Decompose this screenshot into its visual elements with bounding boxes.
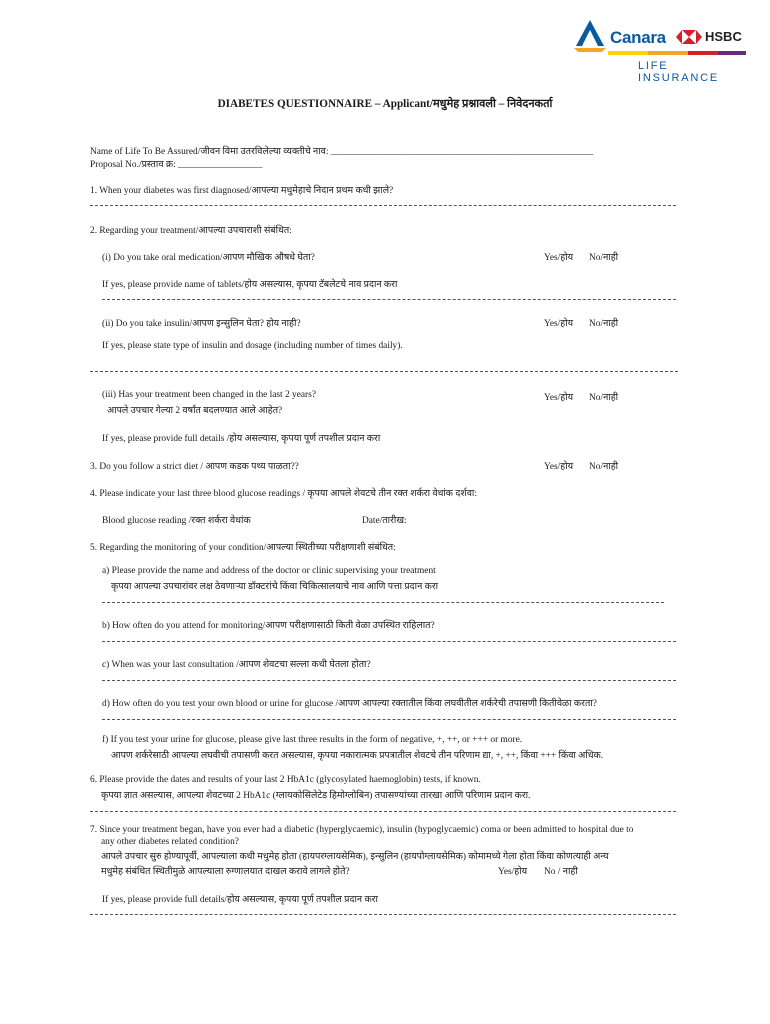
no-option-q7[interactable]: No / नाही bbox=[544, 867, 578, 877]
question-2iii: (iii) Has your treatment been changed in the last 2 years? bbox=[102, 390, 316, 400]
question-5a-marathi: कृपया आपल्या उपचारांवर लक्ष ठेवणाऱ्या डॉक्टरांचे किंवा चिकित्सालयाचे नाव आणि पत्ता प्रदान करा bbox=[111, 582, 439, 592]
yes-option-q2ii[interactable]: Yes/होय bbox=[544, 319, 574, 329]
question-2iii-marathi: आपले उपचार गेल्या 2 वर्षांत बदलण्यात आले आहेत? bbox=[107, 406, 283, 416]
answer-line-q6[interactable] bbox=[90, 811, 676, 812]
yes-option-q3[interactable]: Yes/होय bbox=[544, 462, 574, 472]
question-2iii-followup: If yes, please provide full details /होय असल्यास, कृपया पूर्ण तपशील प्रदान करा bbox=[102, 434, 381, 444]
question-6: 6. Please provide the dates and results of your last 2 HbA1c (glycosylated haemoglobin) tests, if known. bbox=[90, 775, 481, 785]
question-4: 4. Please indicate your last three blood glucose readings / कृपया आपले शेवटचे तीन रक्त शर्करा वेधांक दर्शवा: bbox=[90, 489, 477, 499]
answer-line-q1[interactable] bbox=[90, 205, 676, 206]
question-2ii: (ii) Do you take insulin/आपण इन्सुलिन घेता? होय नाही? bbox=[102, 319, 301, 329]
canara-triangle-icon bbox=[572, 18, 608, 54]
question-6-marathi: कृपया ज्ञात असल्यास, आपल्या शेवटच्या 2 HbA1c (ग्लायकोसिलेटेड हिमोग्लोबिन) तपासण्यांच्या तारखा आणि परिणाम प्रदान करा. bbox=[101, 791, 531, 801]
logo-subtitle: LIFE INSURANCE bbox=[638, 60, 719, 84]
blood-glucose-reading-label: Blood glucose reading /रक्त शर्करा वेधांक bbox=[102, 516, 251, 526]
question-5a: a) Please provide the name and address of the doctor or clinic supervising your treatment bbox=[102, 566, 436, 576]
question-5d: d) How often do you test your own blood or urine for glucose /आपण आपल्या रक्तातील किंवा लघवीतील शर्करेची तपासणी कितीवेळा करता? bbox=[102, 699, 597, 709]
answer-line-q2i[interactable] bbox=[102, 299, 676, 300]
no-option-q2ii[interactable]: No/नाही bbox=[589, 319, 619, 329]
yes-option-q2iii[interactable]: Yes/होय bbox=[544, 393, 574, 403]
question-2: 2. Regarding your treatment/आपल्या उपचाराशी संबंधित: bbox=[90, 226, 292, 236]
question-5f-marathi: आपण शर्करेसाठी आपल्या लघवीची तपासणी करत असल्यास, कृपया नकारात्मक प्रपत्रातील शेवटचे तीन परिणाम द्या, +, ++, किंवा +++ किंवा अधिक. bbox=[111, 751, 604, 761]
yes-option-q7[interactable]: Yes/होय bbox=[498, 867, 528, 877]
hsbc-hexagon-icon bbox=[676, 30, 702, 44]
logo-color-bar bbox=[608, 51, 746, 55]
answer-line-q7[interactable] bbox=[90, 914, 676, 915]
question-7-marathi: आपले उपचार सुरु होण्यापूर्वी, आपल्याला कधी मधुमेह होता (हायपरग्लायसेमिक), इन्सुलिन (हायपोग्लायसेमिक) कोमामध्ये गेला होता किंवा कोणत्याही अन्य bbox=[101, 852, 609, 862]
question-2i-followup: If yes, please provide name of tablets/होय असल्यास, कृपया टॅबलेटचे नाव प्रदान करा bbox=[102, 280, 398, 290]
question-1: 1. When your diabetes was first diagnosed/आपल्या मधुमेहाचे निदान प्रथम कधी झाले? bbox=[90, 186, 394, 196]
question-5c: c) When was your last consultation /आपण शेवटचा सल्ला कधी घेतला होता? bbox=[102, 660, 371, 670]
logo-brand: Canara bbox=[610, 28, 666, 47]
question-3: 3. Do you follow a strict diet / आपण कडक पथ्य पाळता?? bbox=[90, 462, 299, 472]
answer-line-q2ii[interactable] bbox=[90, 371, 678, 372]
logo-partner: HSBC bbox=[705, 29, 742, 44]
name-field-label: Name of Life To Be Assured/जीवन विमा उतरविलेल्या व्यक्तीचे नाव: ________________________________________________________ bbox=[90, 147, 594, 157]
question-7-marathi-line2: मधुमेह संबंधित स्थितीमुळे आपल्याला रुग्णालयात दाखल करावे लागले होते? bbox=[101, 867, 350, 877]
answer-line-q5c[interactable] bbox=[102, 680, 676, 681]
proposal-field-label: Proposal No./प्रस्ताव क्र: __________________ bbox=[90, 160, 263, 170]
question-5f: f) If you test your urine for glucose, please give last three results in the form of negative, +, ++, or +++ or more. bbox=[102, 735, 523, 745]
answer-line-q5d[interactable] bbox=[102, 719, 676, 720]
date-label: Date/तारीख: bbox=[362, 516, 407, 526]
form-title: DIABETES QUESTIONNAIRE – Applicant/मधुमेह प्रश्नावली – निवेदनकर्ता bbox=[217, 98, 553, 110]
no-option-q2i[interactable]: No/नाही bbox=[589, 253, 619, 263]
canara-hsbc-logo bbox=[572, 18, 752, 84]
question-2ii-followup: If yes, please state type of insulin and dosage (including number of times daily). bbox=[102, 341, 403, 351]
question-5b: b) How often do you attend for monitoring/आपण परीक्षणासाठी किती वेळा उपस्थित राहिलात? bbox=[102, 621, 435, 631]
yes-option-q2i[interactable]: Yes/होय bbox=[544, 253, 574, 263]
no-option-q2iii[interactable]: No/नाही bbox=[589, 393, 619, 403]
no-option-q3[interactable]: No/नाही bbox=[589, 462, 619, 472]
answer-line-q5b[interactable] bbox=[102, 641, 676, 642]
answer-line-q5a[interactable] bbox=[102, 602, 664, 603]
question-7: 7. Since your treatment began, have you ever had a diabetic (hyperglycaemic), insulin (hypoglycaemic) coma or been admitted to hospital due to bbox=[90, 825, 634, 835]
question-7-followup: If yes, please provide full details/होय असल्यास, कृपया पूर्ण तपशील प्रदान करा bbox=[102, 895, 378, 905]
question-2i: (i) Do you take oral medication/आपण मौखिक औषधे घेता? bbox=[102, 253, 315, 263]
question-7-line2: any other diabetes related condition? bbox=[101, 837, 239, 847]
question-5: 5. Regarding the monitoring of your condition/आपल्या स्थितीच्या परीक्षणाशी संबंधित: bbox=[90, 543, 396, 553]
